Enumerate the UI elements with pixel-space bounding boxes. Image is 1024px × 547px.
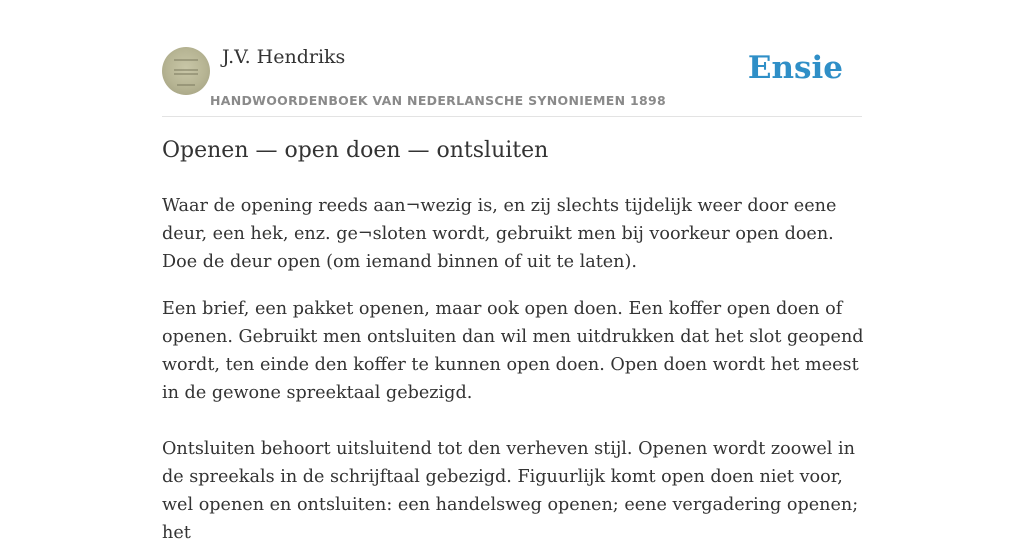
article-paragraph: Waar de opening reeds aan¬wezig is, en zij slechts tijdelijk weer door eene deur, een hek, enz. ge¬sloten wordt, gebruikt men bij voorkeur open doen. Doe de deur open (om iemand binnen of uit te laten).: [162, 196, 837, 272]
book-cover-thumbnail-icon[interactable]: [162, 47, 210, 95]
article-paragraph: Ontsluiten behoort uitsluitend tot den verheven stijl. Openen wordt zoowel in de spreekals in de schrijftaal gebezigd. Figuurlijk komt open doen niet voor, wel openen en ontsluiten: een handelsweg openen; eene vergadering openen; het: [162, 439, 859, 543]
source-title[interactable]: HANDWOORDENBOEK VAN NEDERLANSCHE SYNONIEMEN 1898: [210, 93, 667, 108]
author-name[interactable]: J.V. Hendriks: [222, 46, 346, 68]
article-paragraph: Een brief, een pakket openen, maar ook open doen. Een koffer open doen of openen. Gebruikt men ontsluiten dan wil men uitdrukken dat het slot geopend wordt, ten einde den koffer te kunnen open doen. Open doen wordt het meest in de gewone spreektaal gebezigd.: [162, 299, 864, 403]
ensie-logo[interactable]: Ensie: [747, 50, 843, 86]
page-title: Openen — open doen — ontsluiten: [162, 138, 549, 163]
header: [162, 40, 862, 117]
